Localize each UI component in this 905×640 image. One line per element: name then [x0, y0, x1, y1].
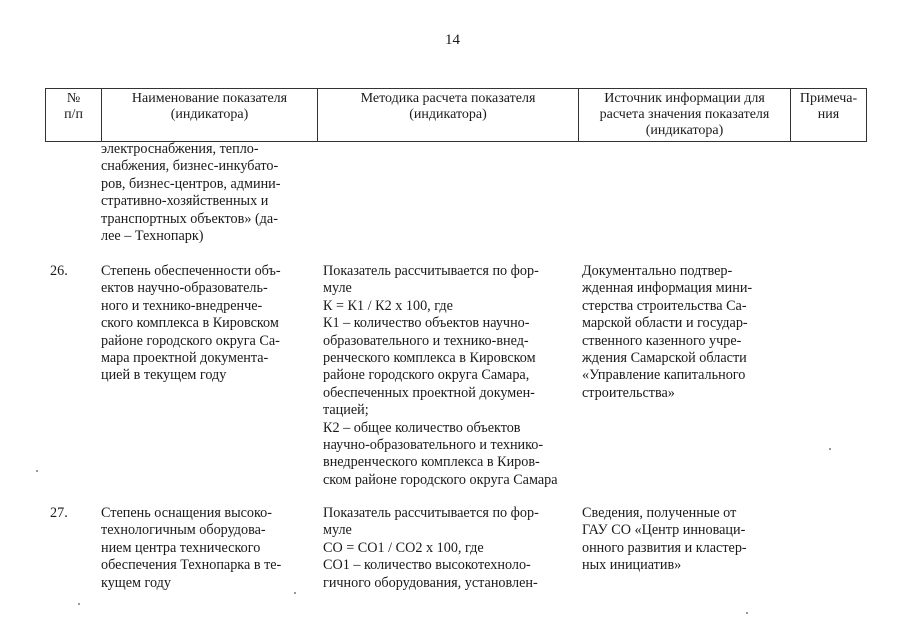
header-method-cell: [318, 89, 579, 141]
row-27-number: 27.: [50, 505, 68, 521]
header-number-cell: [46, 89, 102, 141]
row-26-method: Показатель рассчитывается по фор- муле К = К1 / К2 х 100, где К1 – количество объектов научно- образовательного и технико-внед- ренческого комплекса в Кировском районе городского округа Самара, обеспеченных проектной докумен- тацией; К2 – общее количество объектов научно-образовательного и технико- внедренческого комплекса в Киров- ском районе городского округа Самара: [323, 263, 558, 488]
row-27-name: Степень оснащения высоко- технологичным оборудова- нием центра технического обеспечения Технопарка в те- кущем году: [101, 505, 282, 591]
scan-speck: [746, 612, 748, 614]
row-26-name: Степень обеспеченности объ- ектов научно-образователь- ного и технико-внедренче- ского комплекса в Кировском районе городского округа Са- мара проектной документа- цией в текущем году: [101, 263, 281, 384]
table-header: [45, 88, 867, 142]
scan-speck: [36, 470, 38, 472]
scan-speck: [78, 603, 80, 605]
row-27-source: Сведения, полученные от ГАУ СО «Центр инноваци- онного развития и кластер- ных инициатив»: [582, 505, 747, 574]
row-26-number: 26.: [50, 263, 68, 279]
header-number-label: № п/п: [64, 91, 83, 122]
continuation-name-cell: электроснабжения, тепло- снабжения, бизнес-инкубато- ров, бизнес-центров, админи- стративно-хозяйственных и транспортных объектов» (да- лее – Технопарк): [101, 141, 281, 245]
header-source-label: Источник информации для расчета значения показателя (индикатора): [599, 91, 770, 138]
header-method-label: Методика расчета показателя (индикатора): [360, 91, 536, 122]
header-name-label: Наименование показателя (индикатора): [131, 91, 288, 122]
scan-speck: [829, 448, 831, 450]
header-note-label: Примеча- ния: [799, 91, 858, 122]
header-name-cell: [102, 89, 318, 141]
row-26-source: Документально подтвер- жденная информация мини- стерства строительства Са- марской области и государ- ственного казенного учре- ждения Самарской области «Управление капитального строительства»: [582, 263, 753, 401]
scan-speck: [294, 592, 296, 594]
header-source-cell: [579, 89, 791, 141]
header-note-cell: [791, 89, 866, 141]
page-number: 14: [445, 32, 460, 48]
row-27-method: Показатель рассчитывается по фор- муле СО = СО1 / СО2 х 100, где СО1 – количество высокотехноло- гичного оборудования, установлен-: [323, 505, 539, 591]
